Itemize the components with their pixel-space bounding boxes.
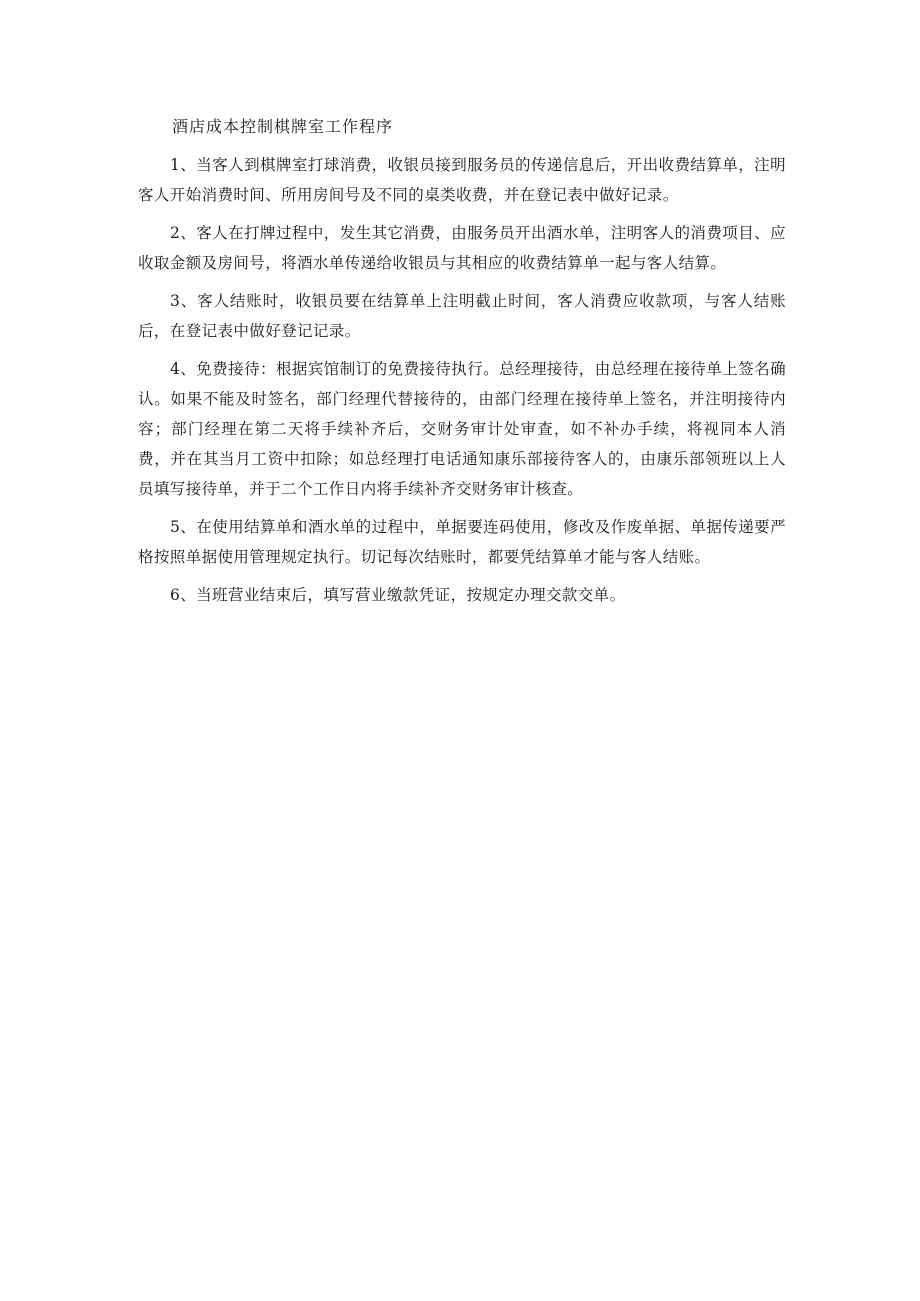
paragraph-5: 5、在使用结算单和酒水单的过程中，单据要连码使用，修改及作废单据、单据传递要严格按照单据使用管理规定执行。切记每次结账时，都要凭结算单才能与客人结账。 <box>138 518 786 566</box>
paragraph-4: 4、免费接待：根据宾馆制订的免费接待执行。总经理接待，由总经理在接待单上签名确认。如果不能及时签名，部门经理代替接待的，由部门经理在接待单上签名，并注明接待内容；部门经理在第二天将手续补齐后，交财务审计处审查，如不补办手续，将视同本人消费，并在其当月工资中扣除；如总经理打电话通知康乐部接待客人的，由康乐部领班以上人员填写接待单，并于二个工作日内将手续补齐交财务审计核查。 <box>138 360 786 498</box>
paragraph-6: 6、当班营业结束后，填写营业缴款凭证，按规定办理交款交单。 <box>170 586 626 604</box>
paragraph-3: 3、客人结账时，收银员要在结算单上注明截止时间，客人消费应收款项，与客人结账后，在登记表中做好登记记录。 <box>138 292 786 340</box>
document-page <box>138 112 786 618</box>
paragraph-1: 1、当客人到棋牌室打球消费，收银员接到服务员的传递信息后，开出收费结算单，注明客人开始消费时间、所用房间号及不同的桌类收费，并在登记表中做好记录。 <box>138 156 786 204</box>
document-title: 酒店成本控制棋牌室工作程序 <box>172 117 394 136</box>
paragraph-2: 2、客人在打牌过程中，发生其它消费，由服务员开出酒水单，注明客人的消费项目、应收取金额及房间号，将酒水单传递给收银员与其相应的收费结算单一起与客人结算。 <box>138 224 786 272</box>
